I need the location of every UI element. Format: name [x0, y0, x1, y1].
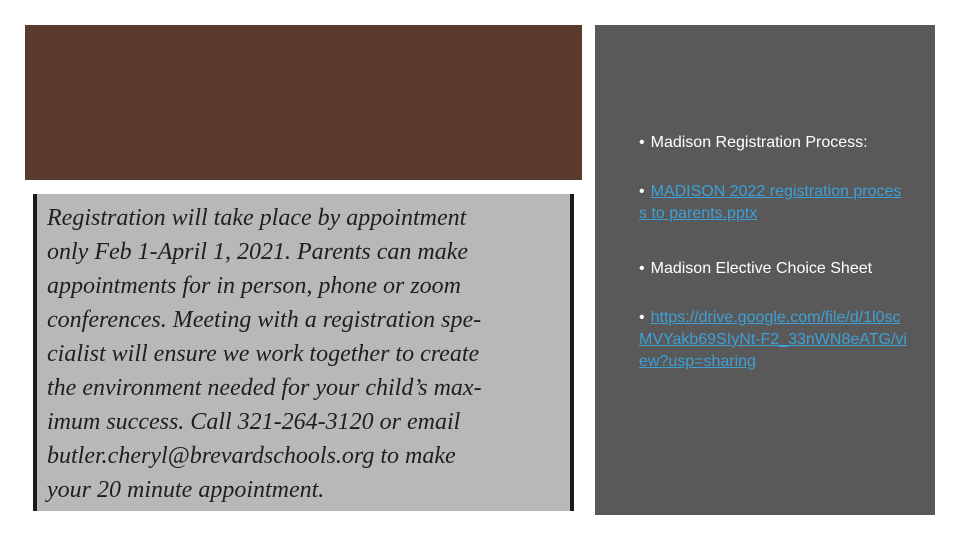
notice-line-9: your 20 minute appointment.	[47, 477, 325, 503]
notice-line-5: cialist will ensure we work together to create	[47, 341, 480, 367]
notice-line-7: imum success. Call 321-264-3120 or email	[47, 409, 461, 435]
bullet-icon: •	[639, 183, 645, 200]
notice-line-4: conferences. Meeting with a registration spe-	[47, 307, 482, 333]
bullet-registration-process	[639, 132, 909, 154]
bullet-icon: •	[639, 309, 645, 326]
notice-line-6: the environment needed for your child’s max-	[47, 375, 482, 401]
registration-notice	[33, 194, 574, 511]
bullet-elective-sheet	[639, 258, 909, 280]
elective-drive-link[interactable]: https://drive.google.com/file/d/1l0scMVYakb69SIyNt-F2_33nWN8eATG/view?usp=sharing	[639, 309, 907, 370]
links-panel	[595, 25, 935, 515]
bullet-registration-link	[639, 181, 909, 225]
bullet-icon: •	[639, 260, 645, 277]
elective-sheet-label: Madison Elective Choice Sheet	[650, 260, 873, 277]
notice-line-3: appointments for in person, phone or zoom	[47, 273, 461, 299]
bullet-icon: •	[639, 134, 645, 151]
bullet-elective-link	[639, 307, 909, 373]
registration-pptx-link[interactable]: MADISON 2022 registration process to parents.pptx	[639, 183, 902, 222]
registration-notice-image	[25, 190, 582, 515]
notice-line-8: butler.cheryl@brevardschools.org to make	[47, 443, 456, 469]
brown-header-panel	[25, 25, 582, 180]
notice-line-2: only Feb 1-April 1, 2021. Parents can make	[47, 239, 469, 265]
registration-process-label: Madison Registration Process:	[650, 134, 868, 151]
notice-line-1: Registration will take place by appointment	[47, 205, 467, 231]
